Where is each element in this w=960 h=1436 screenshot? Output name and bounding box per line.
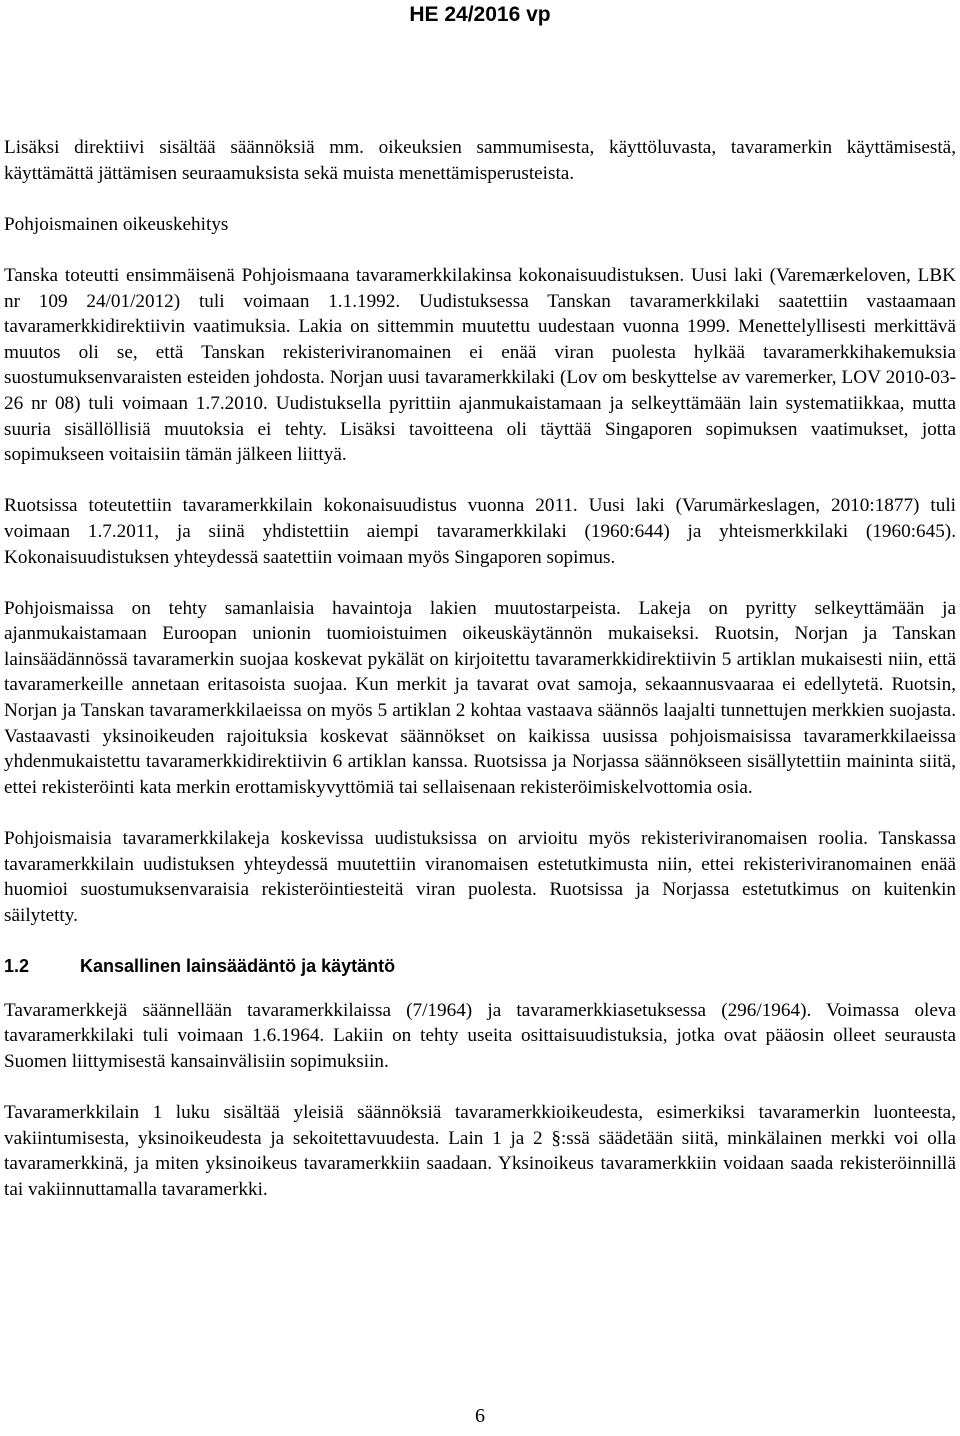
paragraph-directive-provisions: Lisäksi direktiivi sisältää säännöksiä mm. oikeuksien sammumisesta, käyttöluvasta, tavaramerkin käyttämisestä, käyttämättä jättämisen seuraamuksista sekä muista menettämisperusteista. xyxy=(4,137,956,184)
paragraph-denmark-norway: Tanska toteutti ensimmäisenä Pohjoismaana tavaramerkkilakinsa kokonaisuudistuksen. Uusi laki (Varemærkeloven, LBK nr 109 24/01/2012) tuli voimaan 1.1.1992. Uudistuksessa Tanskan tavaramerkkilaki saatettiin vastaamaan tavaramerkkidirektiivin vaatimuksia. Lakia on sittemmin muutettu uudestaan vuonna 1999. Menettelyllisesti merkittävä muutos oli se, että Tanskan rekisteriviranomainen ei enää viran puolesta hylkää tavaramerkkihakemuksia suostumuksenvaraisten esteiden johdosta. Norjan uusi tavaramerkkilaki (Lov om beskyttelse av varemerker, LOV 2010-03-26 nr 08) tuli voimaan 1.7.2010. Uudistuksella pyrittiin ajanmukaistamaan ja selkeyttämään lain systematiikkaa, mutta suuria sisällöllisiä muutoksia ei tehty. Lisäksi tavoitteena oli täyttää Singaporen sopimuksen vaatimukset, jotta sopimukseen voitaisiin tämän jälkeen liittyä. xyxy=(4,264,956,466)
section-title: Kansallinen lainsäädäntö ja käytäntö xyxy=(80,956,396,976)
document-body xyxy=(4,135,956,1202)
paragraph-registry-role: Pohjoismaisia tavaramerkkilakeja koskevissa uudistuksissa on arvioitu myös rekisteriviranomaisen roolia. Tanskassa tavaramerkkilain uudistuksen yhteydessä muutettiin viranomaisen estetutkimusta niin, ettei rekisteriviranomainen enää huomioi suostumuksenvaraisia rekisteröintiesteitä viran puolesta. Ruotsissa ja Norjassa estetutkimus on kuitenkin säilytetty. xyxy=(4,828,956,926)
paragraph-chapter-one: Tavaramerkkilain 1 luku sisältää yleisiä säännöksiä tavaramerkkioikeudesta, esimerkiksi tavaramerkin luonteesta, vakiintumisesta, yksinoikeudesta ja sekoitettavuudesta. Lain 1 ja 2 §:ssä säädetään siitä, minkälainen merkki voi olla tavaramerkkinä, ja miten yksinoikeus tavaramerkkiin saadaan. Yksinoikeus tavaramerkkiin voidaan saada rekisteröinnillä tai vakiinnuttamalla tavaramerkki. xyxy=(4,1101,956,1200)
paragraph-nordic-observations: Pohjoismaissa on tehty samanlaisia havaintoja lakien muutostarpeista. Lakeja on pyritty selkeyttämään ja ajanmukaistamaan Euroopan unionin tuomioistuimen oikeuskäytännön mukaiseksi. Ruotsin, Norjan ja Tanskan lainsäädännössä tavaramerkin suojaa koskevat pykälät on kirjoitettu tavaramerkkidirektiivin 5 artiklan mukaisesti niin, että tavaramerkeille annetaan eritasoista suojaa. Kun merkit ja tavarat ovat samoja, sekaannusvaaraa ei edellytetä. Ruotsin, Norjan ja Tanskan tavaramerkkilaeissa on myös 5 artiklan 2 kohtaa vastaava säännös laajalti tunnettujen merkkien suojasta. Vastaavasti yksinoikeuden rajoituksia koskevat säännökset on kaikissa uusissa pohjoismaisissa tavaramerkkilaeissa yhdenmukaistettu tavaramerkkidirektiivin 6 artiklan kanssa. Ruotsissa ja Norjassa säännökseen sisällytettiin maininta siitä, ettei rekisteröinti kata merkin erottamiskyvyttömiä tai sellaisenaan rekisteröimiskelvottomia osia. xyxy=(4,597,956,798)
subheading-nordic-development: Pohjoismainen oikeuskehitys xyxy=(4,213,229,235)
paragraph-national-legislation: Tavaramerkkejä säännellään tavaramerkkilaissa (7/1964) ja tavaramerkkiasetuksessa (296/1964). Voimassa oleva tavaramerkkilaki tuli voimaan 1.6.1964. Lakiin on tehty useita osittaisuudistuksia, jotka ovat pääosin olleet seurausta Suomen liittymisestä kansainvälisiin sopimuksiin. xyxy=(4,999,956,1072)
document-id-header: HE 24/2016 vp xyxy=(409,3,551,26)
section-number: 1.2 xyxy=(4,956,30,976)
paragraph-sweden: Ruotsissa toteutettiin tavaramerkkilain kokonaisuudistus vuonna 2011. Uusi laki (Varumärkeslagen, 2010:1877) tuli voimaan 1.7.2011, ja siinä yhdistettiin aiempi tavaramerkkilaki (1960:644) ja yhteismerkkilaki (1960:645). Kokonaisuudistuksen yhteydessä saatettiin voimaan myös Singaporen sopimus. xyxy=(4,495,956,568)
page-number: 6 xyxy=(475,1405,485,1427)
section-heading xyxy=(4,954,956,980)
